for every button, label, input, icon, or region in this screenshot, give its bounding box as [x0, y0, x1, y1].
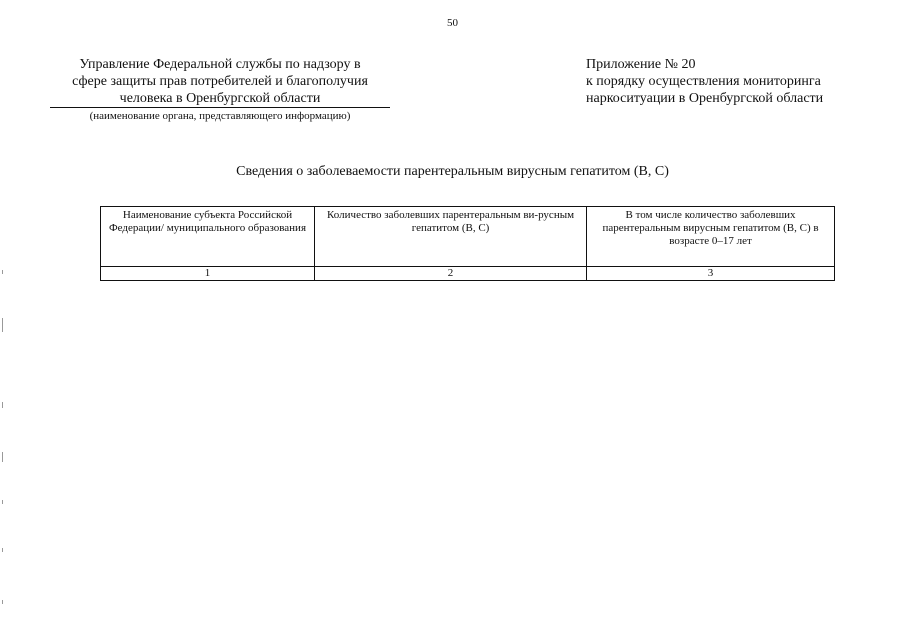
page-number: 50 — [447, 17, 458, 29]
organization-caption: (наименование органа, представляющего информацию) — [89, 110, 351, 122]
scan-margin-mark — [2, 452, 3, 462]
organization-block — [50, 56, 390, 108]
scan-margin-mark — [2, 270, 3, 274]
column-number-2: 2 — [315, 267, 587, 281]
scan-margin-mark — [2, 402, 3, 408]
scan-margin-mark — [2, 600, 3, 604]
scan-margin-mark — [2, 548, 3, 552]
table-header-region: Наименование субъекта Российской Федерации/ муниципального образования — [101, 207, 315, 267]
appendix-line-1: Приложение № 20 — [586, 57, 696, 72]
table-header-cases-0-17: В том числе количество заболевших парентеральным вирусным гепатитом (B, C) в возрасте 0–17 лет — [587, 207, 835, 267]
appendix-line-3: наркоситуации в Оренбургской области — [586, 91, 824, 106]
appendix-block — [586, 56, 886, 107]
hepatitis-table — [100, 206, 835, 281]
appendix-line-2: к порядку осуществления мониторинга — [586, 74, 821, 89]
table-column-number-row — [101, 267, 835, 281]
organization-line-3: человека в Оренбургской области — [50, 90, 390, 108]
scan-margin-mark — [2, 318, 3, 332]
column-number-1: 1 — [101, 267, 315, 281]
organization-line-2: сфере защиты прав потребителей и благополучия — [72, 74, 368, 89]
column-number-3: 3 — [587, 267, 835, 281]
document-title: Сведения о заболеваемости парентеральным вирусным гепатитом (B, C) — [236, 164, 669, 179]
organization-line-1: Управление Федеральной службы по надзору в — [79, 57, 361, 72]
table-header-total-cases: Количество заболевших парентеральным ви-русным гепатитом (B, C) — [315, 207, 587, 267]
scan-margin-mark — [2, 500, 3, 504]
table-header-row — [101, 207, 835, 267]
